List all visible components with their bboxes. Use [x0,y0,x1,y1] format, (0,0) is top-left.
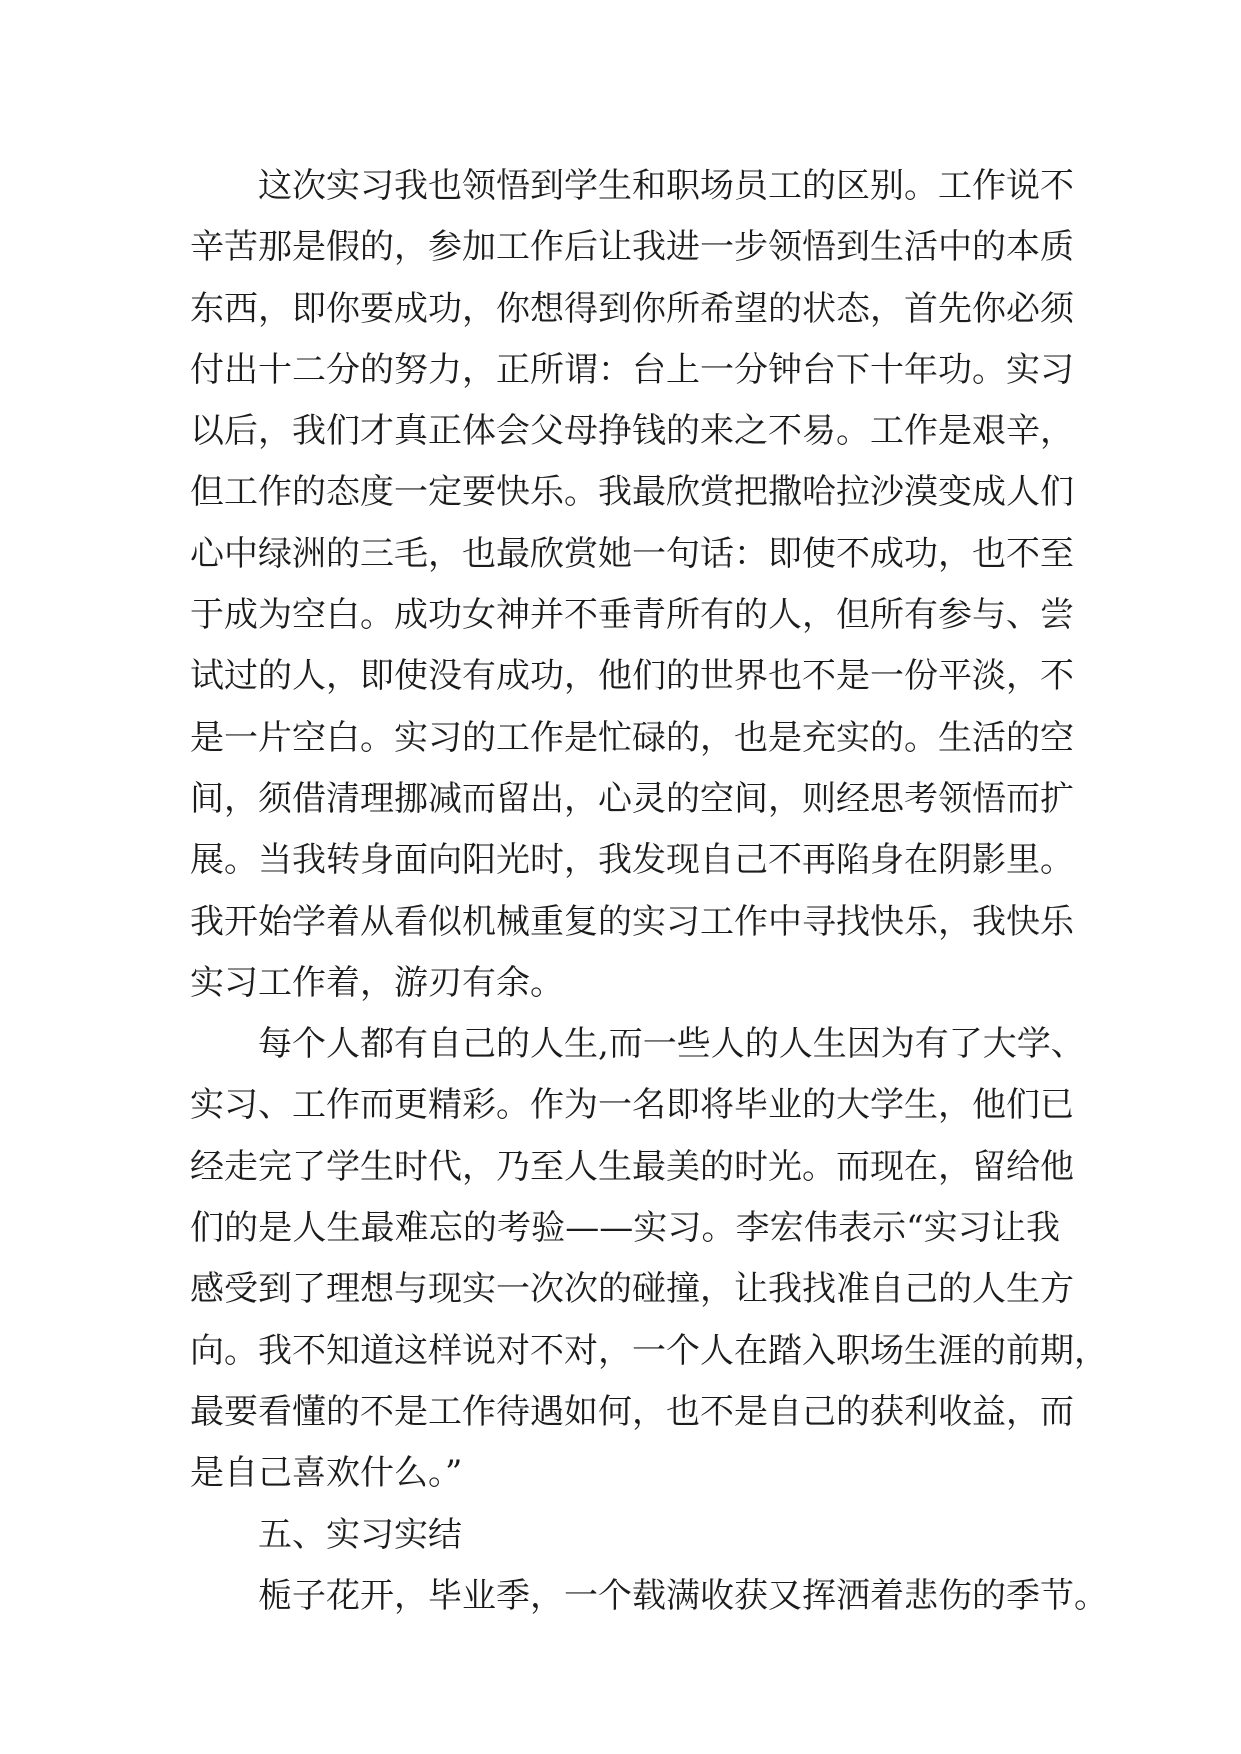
text-line: 于成为空白。成功女神并不垂青所有的人，但所有参与、尝 [190,595,1074,636]
text-line: 但工作的态度一定要快乐。我最欣赏把撒哈拉沙漠变成人们 [190,472,1074,513]
text-line: 们的是人生最难忘的考验——实习。李宏伟表示“实习让我 [190,1208,1060,1249]
text-line: 以后，我们才真正体会父母挣钱的来之不易。工作是艰辛， [190,411,1074,452]
text-line: 间，须借清理挪减而留出，心灵的空间，则经思考领悟而扩 [190,778,1074,819]
text-line: 展。当我转身面向阳光时，我发现自己不再陷身在阴影里。 [190,840,1074,881]
text-line: 付出十二分的努力，正所谓：台上一分钟台下十年功。实习 [190,349,1074,390]
text-line: 心中绿洲的三毛，也最欣赏她一句话：即使不成功，也不至 [190,533,1074,574]
text-line: 最要看懂的不是工作待遇如何，也不是自己的获利收益，而 [190,1391,1074,1432]
text-line: 五、实习实结 [258,1514,462,1555]
text-line: 这次实习我也领悟到学生和职场员工的区别。工作说不 [258,166,1074,206]
text-line: 经走完了学生时代，乃至人生最美的时光。而现在，留给他 [190,1146,1074,1187]
text-line: 感受到了理想与现实一次次的碰撞，让我找准自己的人生方 [190,1269,1074,1310]
text-line: 东西，即你要成功，你想得到你所希望的状态，首先你必须 [190,288,1074,329]
text-line: 我开始学着从看似机械重复的实习工作中寻找快乐，我快乐 [190,901,1074,942]
text-line: 栀子花开，毕业季，一个载满收获又挥洒着悲伤的季节。 [258,1575,1108,1616]
text-line: 实习、工作而更精彩。作为一名即将毕业的大学生，他们已 [190,1085,1074,1126]
text-line: 是一片空白。实习的工作是忙碌的，也是充实的。生活的空 [190,717,1074,758]
text-line: 是自己喜欢什么。” [190,1453,463,1494]
text-line: 试过的人，即使没有成功，他们的世界也不是一份平淡，不 [190,656,1074,697]
text-line: 辛苦那是假的，参加工作后让我进一步领悟到生活中的本质 [190,227,1074,268]
document-body [190,156,1108,1627]
text-line: 实习工作着，游刃有余。 [190,962,564,1003]
text-line: 每个人都有自己的人生,而一些人的人生因为有了大学、 [258,1024,1085,1065]
text-line: 向。我不知道这样说对不对，一个人在踏入职场生涯的前期， [190,1330,1108,1371]
